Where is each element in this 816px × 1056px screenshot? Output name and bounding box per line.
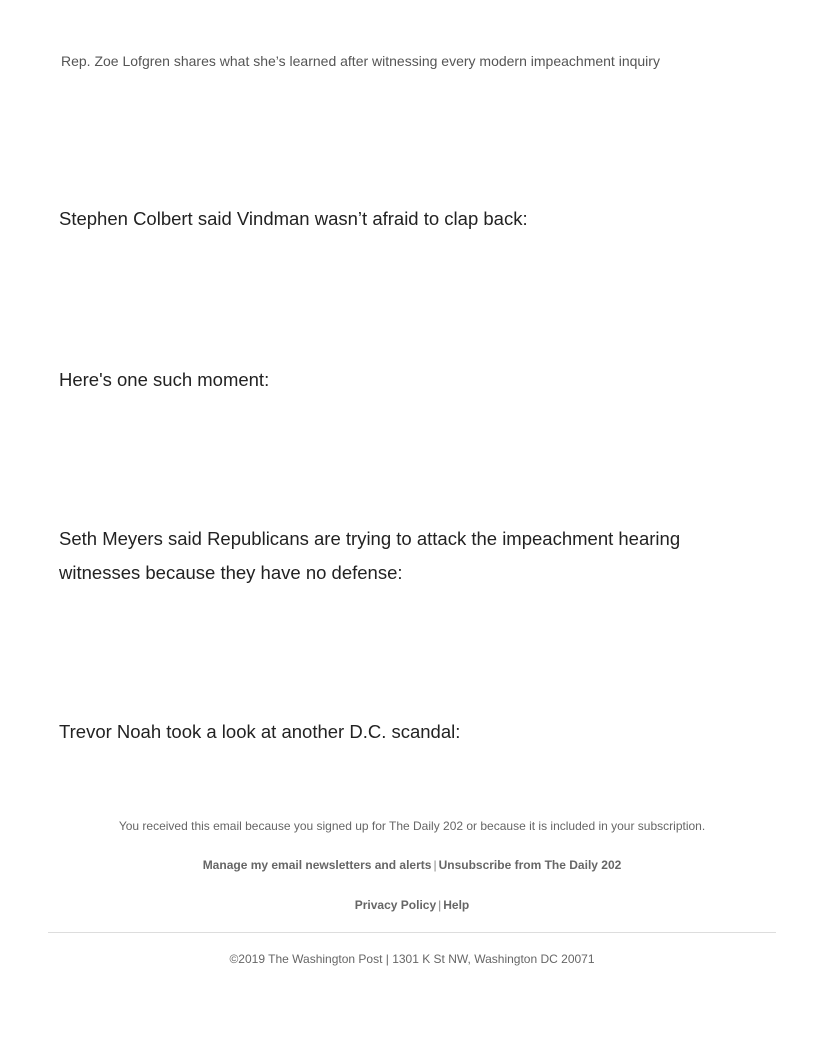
manage-newsletters-link[interactable]: Manage my email newsletters and alerts	[202, 858, 432, 872]
link-separator: |	[438, 898, 442, 912]
help-link[interactable]: Help	[443, 898, 470, 912]
newsletter-links	[48, 858, 776, 872]
footer-divider	[48, 932, 776, 933]
unsubscribe-link[interactable]: Unsubscribe from The Daily 202	[438, 858, 622, 872]
video-caption: Rep. Zoe Lofgren shares what she’s learned after witnessing every modern impeachment inquiry	[61, 53, 660, 69]
subscription-note: You received this email because you signed up for The Daily 202 or because it is included in your subscription.	[118, 819, 706, 833]
copyright-address: ©2019 The Washington Post | 1301 K St NW, Washington DC 20071	[229, 952, 595, 966]
privacy-policy-link[interactable]: Privacy Policy	[354, 898, 437, 912]
link-separator: |	[433, 858, 437, 872]
paragraph-meyers: Seth Meyers said Republicans are trying to attack the impeachment hearing witnesses because they have no defense:	[59, 528, 681, 583]
paragraph-noah: Trevor Noah took a look at another D.C. scandal:	[59, 721, 461, 742]
paragraph-colbert: Stephen Colbert said Vindman wasn’t afraid to clap back:	[59, 208, 528, 229]
paragraph-moment: Here's one such moment:	[59, 369, 270, 390]
policy-links	[48, 898, 776, 912]
